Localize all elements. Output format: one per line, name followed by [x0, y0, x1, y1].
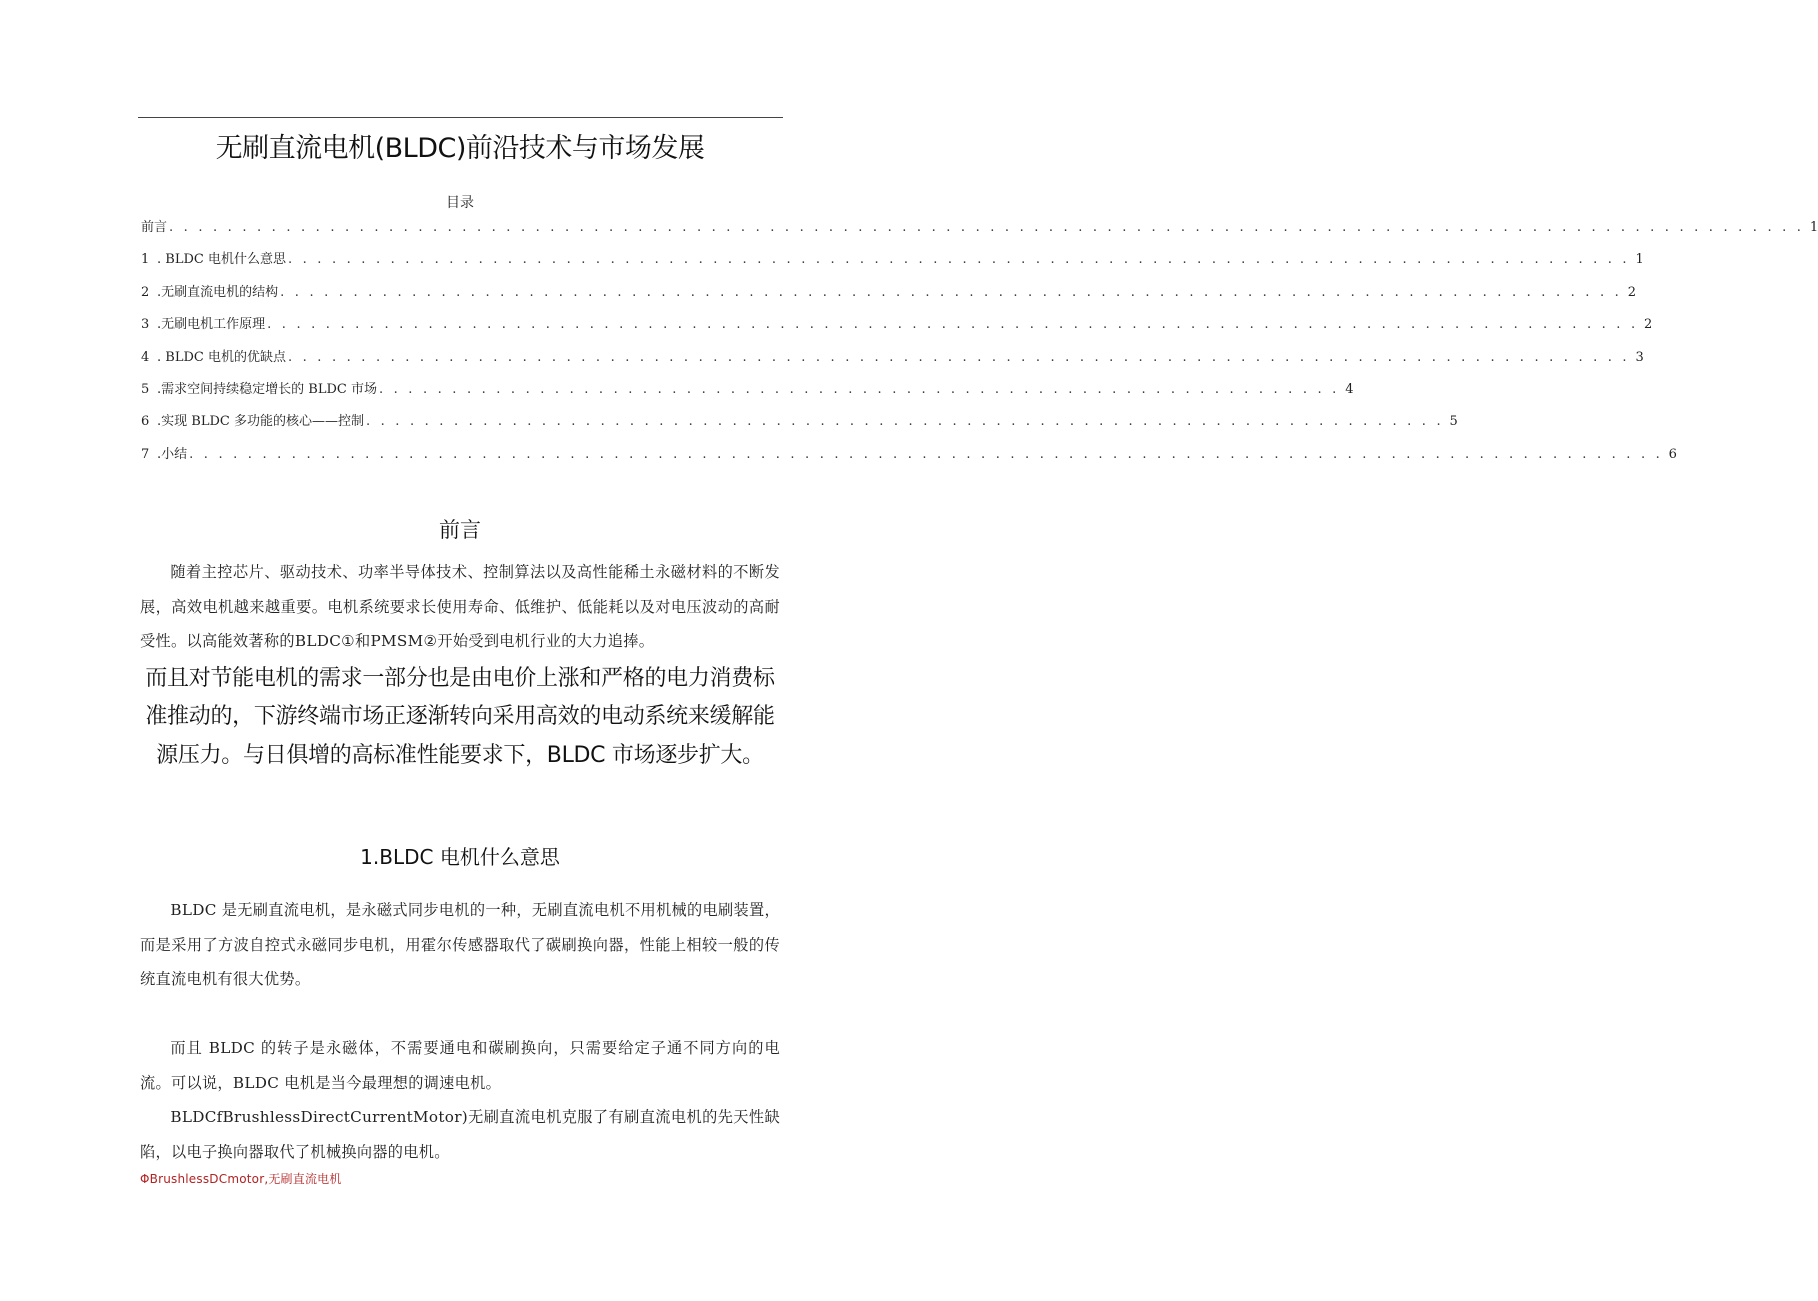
toc-entry[interactable]: [141, 410, 1458, 442]
toc-entry-number: 3: [141, 317, 150, 333]
toc-entry-page: 3: [1635, 349, 1644, 365]
toc-entry[interactable]: [141, 378, 1354, 410]
toc-entry-label: .小结: [157, 446, 188, 462]
toc-entry-number: 4: [141, 349, 150, 365]
section1-paragraph: BLDCfBrushlessDirectCurrentMotor)无刷直流电机克服了有刷直流电机的先天性缺陷，以电子换向器取代了机械换向器的电机。: [140, 1108, 780, 1161]
preface-emphasis-paragraph: 而且对节能电机的需求一部分也是由电价上涨和严格的电力消费标准推动的，下游终端市场正逐渐转向采用高效的电动系统来缓解能源压力。与日俱增的高标准性能要求下，BLDC 市场逐步扩大。: [145, 666, 775, 768]
toc-entry-page: 6: [1668, 446, 1677, 462]
document-title: 无刷直流电机(BLDC)前沿技术与市场发展: [215, 133, 705, 164]
toc-entry[interactable]: [141, 313, 1653, 345]
toc-leader-dots: . . . . . . . . . . . . . . . . . . . . . . . . . . . . . . . . . . . . . . . . . . . . . . . . . . . . . . . . . . . . . . . . . . . . . . . . . . . . . . . . . . . . . . . . . . . .: [280, 284, 1622, 300]
toc-entry-label: . BLDC 电机的优缺点: [157, 349, 286, 365]
toc-entry[interactable]: [141, 346, 1644, 378]
section1-heading: 1.BLDC 电机什么意思: [360, 845, 560, 869]
toc-entry-label: .需求空间持续稳定增长的 BLDC 市场: [157, 381, 377, 397]
toc-leader-dots: . . . . . . . . . . . . . . . . . . . . . . . . . . . . . . . . . . . . . . . . . . . . . . . . . . . . . . . . . . . . . . . . . .: [378, 381, 1340, 397]
toc-entry[interactable]: [141, 281, 1636, 313]
toc-leader-dots: . . . . . . . . . . . . . . . . . . . . . . . . . . . . . . . . . . . . . . . . . . . . . . . . . . . . . . . . . . . . . . . . . . . . . . . . . . . . . . . . . . . . . . . . . . . .: [287, 349, 1630, 365]
toc-leader-dots: . . . . . . . . . . . . . . . . . . . . . . . . . . . . . . . . . . . . . . . . . . . . . . . . . . . . . . . . . . . . . . . . . . . . . . . . . . . . . . . . . . . . . . . . . . . . . . . . . . . . .: [189, 446, 1663, 462]
toc-heading: 目录: [446, 195, 474, 211]
toc-entry-page: 2: [1627, 284, 1636, 300]
toc-entry[interactable]: [141, 443, 1677, 475]
toc-entry-number: 5: [141, 381, 150, 397]
section1-paragraph: BLDC 是无刷直流电机，是永磁式同步电机的一种，无刷直流电机不用机械的电刷装置，而是采用了方波自控式永磁同步电机，用霍尔传感器取代了碳刷换向器，性能上相较一般的传统直流电机有很大优势。: [140, 901, 780, 988]
toc-entry-number: 7: [141, 446, 150, 462]
toc-entry-page: 5: [1449, 414, 1458, 430]
table-of-contents: [141, 216, 1818, 475]
toc-entry[interactable]: [141, 216, 1818, 248]
section1-paragraph: 而且 BLDC 的转子是永磁体，不需要通电和碳刷换向，只需要给定子通不同方向的电流。可以说，BLDC 电机是当今最理想的调速电机。: [140, 1039, 780, 1092]
toc-entry-label: . BLDC 电机什么意思: [157, 252, 286, 268]
toc-entry-label: 前言: [141, 220, 168, 235]
toc-leader-dots: . . . . . . . . . . . . . . . . . . . . . . . . . . . . . . . . . . . . . . . . . . . . . . . . . . . . . . . . . . . . . . . . . . . . . . . . . . . . . . . . . . . . . . . . . . . . . . . . . . . . . . . . . . . . . . . .: [169, 220, 1805, 235]
toc-leader-dots: . . . . . . . . . . . . . . . . . . . . . . . . . . . . . . . . . . . . . . . . . . . . . . . . . . . . . . . . . . . . . . . . . . . . . . . . . .: [365, 414, 1444, 430]
toc-entry-label: .无刷直流电机的结构: [157, 284, 279, 300]
toc-entry-number: 2: [141, 284, 150, 300]
preface-paragraph: 随着主控芯片、驱动技术、功率半导体技术、控制算法以及高性能稀土永磁材料的不断发展，高效电机越来越重要。电机系统要求长使用寿命、低维护、低能耗以及对电压波动的高耐受性。以高能效著称的BLDC①和PMSM②开始受到电机行业的大力追捧。: [140, 563, 780, 650]
toc-entry[interactable]: [141, 248, 1644, 280]
toc-leader-dots: . . . . . . . . . . . . . . . . . . . . . . . . . . . . . . . . . . . . . . . . . . . . . . . . . . . . . . . . . . . . . . . . . . . . . . . . . . . . . . . . . . . . . . . . . . . . . .: [267, 317, 1639, 333]
toc-leader-dots: . . . . . . . . . . . . . . . . . . . . . . . . . . . . . . . . . . . . . . . . . . . . . . . . . . . . . . . . . . . . . . . . . . . . . . . . . . . . . . . . . . . . . . . . . . . .: [287, 252, 1630, 268]
toc-entry-label: .实现 BLDC 多功能的核心——控制: [157, 414, 364, 430]
toc-entry-page: 4: [1345, 381, 1354, 397]
preface-heading: 前言: [439, 518, 481, 542]
toc-entry-page: 1: [1635, 252, 1644, 268]
toc-entry-label: .无刷电机工作原理: [157, 317, 266, 333]
toc-entry-number: 1: [141, 252, 150, 268]
toc-entry-page: 1: [1809, 220, 1818, 235]
toc-entry-page: 2: [1644, 317, 1653, 333]
toc-entry-number: 6: [141, 414, 150, 430]
header-rule: [138, 117, 783, 118]
footnote: ΦBrushlessDCmotor,无刷直流电机: [140, 1172, 342, 1186]
